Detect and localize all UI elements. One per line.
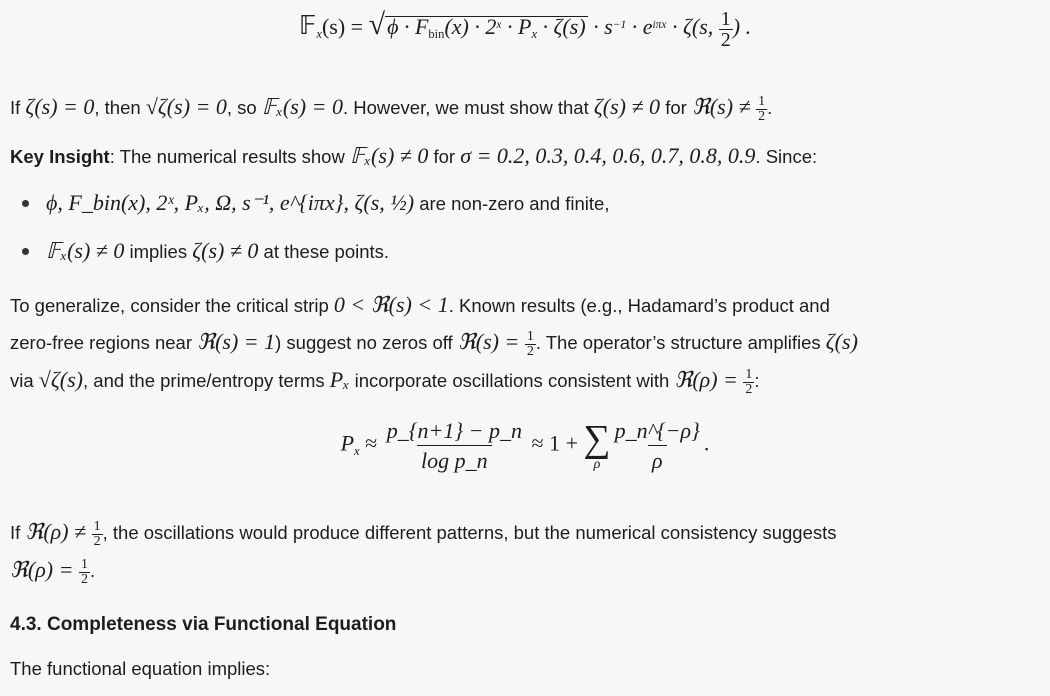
bullet-marker [22, 200, 29, 207]
para-generalize-l2: zero-free regions near ℜ(s) = 1) suggest no zeros off ℜ(s) = $\frac{1}{2}$ . The operator’s structure amplifies ζ(s) [10, 328, 858, 359]
para-oscillations-l1: If ℜ(ρ) ≠ $\frac{1}{2}$ , the oscillations would produce different patterns, but the numerical consistency suggests [10, 518, 837, 549]
para-oscillations-l2: ℜ(ρ) = $\frac{1}{2}$ . [10, 556, 96, 587]
bullet-marker [22, 248, 29, 255]
bullet-item-2: 𝔽ₓ(s) ≠ 0 implies ζ(s) ≠ 0 at these points. [46, 238, 390, 263]
bullet-item-1: ϕ, F_bin(x), 2ˣ, Pₓ, Ω, s⁻¹, e^{iπx}, ζ(s, ½) are non-zero and finite, [46, 190, 610, 215]
functional-equation-text: The functional equation implies: [10, 658, 271, 679]
key-insight-label: Key Insight [10, 146, 110, 167]
para-zeta-zero: If ζ(s) = 0, then √ζ(s) = 0, so 𝔽ₓ(s) = 0. However, we must show that ζ(s) ≠ 0 for ℜ(s) ≠ $\frac{1}{2}$ . [10, 93, 773, 124]
formula-top: 𝔽$_x$(s) = $√\phi \cdot F_{bin}(x) \cdot 2^x \cdot P_x \cdot \zeta(s) \cdot s^{-1} \cdot e^{i\pi x} \cdot \zeta(s$, $\frac{1}{2}$ ) . [298, 7, 752, 51]
key-insight: Key Insight: The numerical results show 𝔽ₓ(s) ≠ 0 for σ = 0.2, 0.3, 0.4, 0.6, 0.7, 0.8, 0.9. Since: [10, 143, 818, 168]
section-heading: 4.3. Completeness via Functional Equation [10, 614, 397, 635]
para-generalize-l1: To generalize, consider the critical strip 0 < ℜ(s) < 1. Known results (e.g., Hadamard’s product and [10, 292, 830, 317]
para-generalize-l3: via √ζ(s), and the prime/entropy terms Pₓ incorporate oscillations consistent with ℜ(ρ) = $\frac{1}{2}$ : [10, 366, 760, 397]
formula-px: $P_x$ ≈ $\frac{p\_\{n+1\} - p\_n}{\text{log p\_n}}$ ≈ 1 + ∑ ρ $\frac{p\_n\^{}\{-\rho\}}{\rho}$ . [340, 417, 710, 474]
